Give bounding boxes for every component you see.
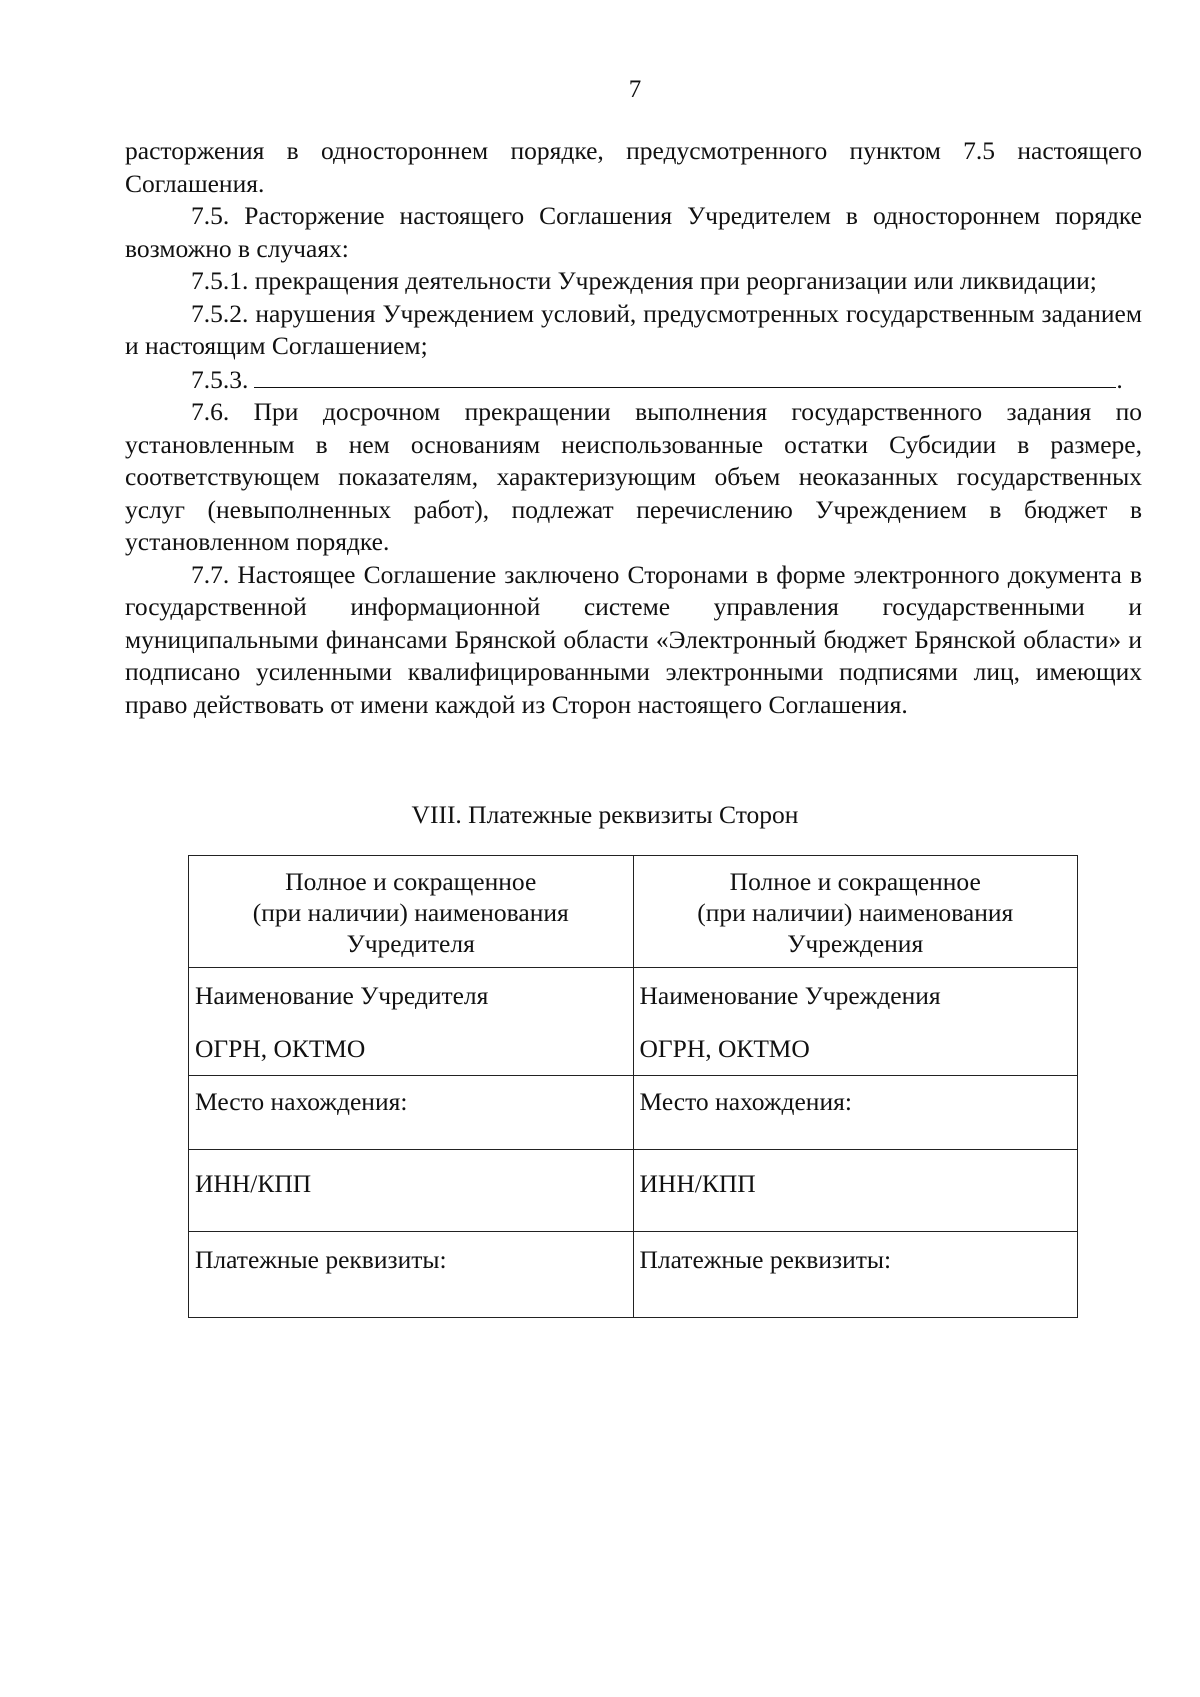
institution-ogrn-label: ОГРН, ОКТМО [639, 1034, 810, 1063]
header-institution-line-3: Учреждения [787, 929, 924, 958]
paragraph-7-4-continuation: расторжения в одностороннем порядке, предусмотренного пунктом 7.5 настоящего Соглашения. [125, 136, 1142, 198]
table-row [189, 968, 1078, 1076]
section-title: VIII. Платежные реквизиты Сторон [411, 800, 799, 829]
paragraph-7-5: 7.5. Расторжение настоящего Соглашения Учредителем в одностороннем порядке возможно в случаях: [125, 201, 1142, 263]
founder-address-cell: Место нахождения: [189, 1076, 634, 1150]
institution-address-cell: Место нахождения: [633, 1076, 1078, 1150]
table-header-row [189, 856, 1078, 968]
table-row [189, 1150, 1078, 1232]
institution-inn-cell: ИНН/КПП [633, 1150, 1078, 1232]
institution-payment-cell: Платежные реквизиты: [633, 1232, 1078, 1318]
document-body [125, 135, 1142, 721]
header-institution-line-1: Полное и сокращенное [729, 867, 981, 896]
paragraph-7-5-2: 7.5.2. нарушения Учреждением условий, предусмотренных государственным заданием и настоящим Соглашением; [125, 298, 1142, 360]
header-founder-cell [189, 856, 634, 968]
paragraph-7-5-1: 7.5.1. прекращения деятельности Учреждения при реорганизации или ликвидации; [191, 266, 1097, 295]
blank-fill-line [254, 363, 1116, 388]
header-institution-cell [633, 856, 1078, 968]
payment-details-table [188, 855, 1078, 1318]
paragraph-7-6: 7.6. При досрочном прекращении выполнения государственного задания по установленным в нем основаниям неиспользованные остатки Субсидии в размере, соответствующем показателям, характеризующим объем неоказанных государственных услуг (невыполненных работ), подлежат перечислению Учреждением в бюджет в установленном порядке. [125, 397, 1142, 556]
header-institution-line-2: (при наличии) наименования [697, 898, 1014, 927]
founder-name-cell [189, 968, 634, 1076]
founder-ogrn-label: ОГРН, ОКТМО [195, 1034, 366, 1063]
header-founder-line-3: Учредителя [346, 929, 475, 958]
institution-name-cell [633, 968, 1078, 1076]
founder-name-label: Наименование Учредителя [195, 981, 489, 1010]
header-founder-line-1: Полное и сокращенное [285, 867, 537, 896]
founder-inn-cell: ИНН/КПП [189, 1150, 634, 1232]
founder-payment-cell: Платежные реквизиты: [189, 1232, 634, 1318]
page-number: 7 [628, 76, 642, 103]
paragraph-7-7: 7.7. Настоящее Соглашение заключено Сторонами в форме электронного документа в государственной информационной системе управления государственными и муниципальными финансами Брянской области «Электронный бюджет Брянской области» и подписано усиленными квалифицированными электронными подписями лиц, имеющих право действовать от имени каждой из Сторон настоящего Соглашения. [125, 559, 1142, 719]
table-row [189, 1076, 1078, 1150]
header-founder-line-2: (при наличии) наименования [252, 898, 569, 927]
paragraph-7-5-3-end: . [1116, 364, 1123, 394]
institution-name-label: Наименование Учреждения [639, 981, 941, 1010]
table-row [189, 1232, 1078, 1318]
paragraph-7-5-3-label: 7.5.3. [191, 364, 249, 394]
paragraph-7-5-3 [125, 363, 1142, 397]
